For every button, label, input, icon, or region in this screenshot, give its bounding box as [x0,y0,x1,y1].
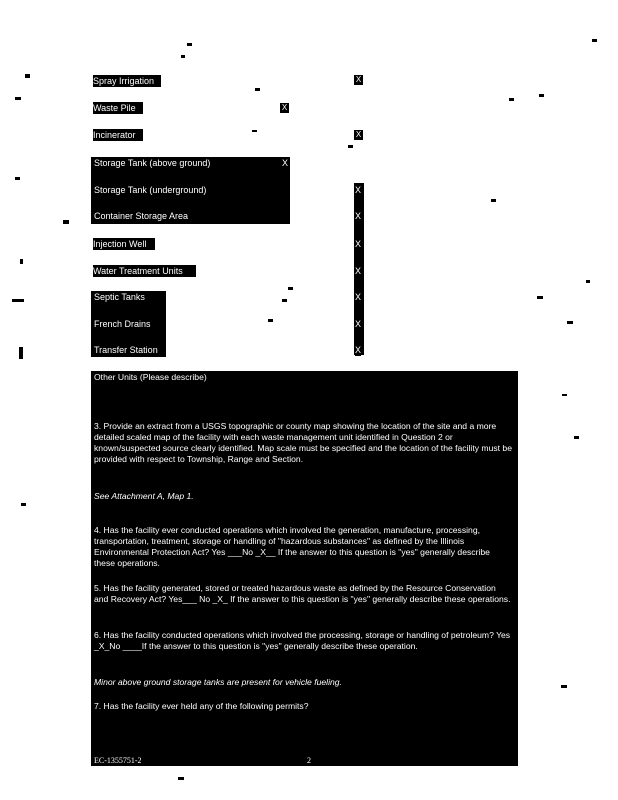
other-units-label: Other Units (Please describe) [94,372,207,382]
scan-speck [187,43,192,46]
unit-label-storage-tank-under: Storage Tank (underground) [94,185,207,195]
scan-speck [537,296,543,299]
unit-label-incinerator: Incinerator [93,129,143,141]
unit-label-septic-tanks: Septic Tanks [94,292,145,302]
scan-speck [15,177,20,180]
check-mark-icon: X [281,103,288,112]
document-id: EC-1355751-2 [94,756,142,765]
check-mark-icon: X [355,319,362,329]
check-mark-icon: X [355,292,362,302]
check-mark-icon: X [355,266,362,276]
scan-speck [561,685,567,688]
unit-label-french-drains: French Drains [94,319,151,329]
scan-speck [592,39,597,42]
scan-speck [539,94,544,97]
check-mark-icon: X [355,130,362,139]
scan-speck [509,98,514,101]
page-number: 2 [307,756,311,765]
scan-speck [20,259,23,264]
scan-speck [567,321,573,324]
check-mark-icon: X [282,158,289,168]
question-3-answer: See Attachment A, Map 1. [94,491,194,501]
scan-speck [348,145,353,148]
question-7: 7. Has the facility ever held any of the following permits? [94,701,309,711]
scan-speck [282,299,287,302]
unit-label-spray-irrigation: Spray Irrigation [93,75,161,87]
scan-speck [574,436,579,439]
question-3: 3. Provide an extract from a USGS topographic or county map showing the location of the site and a more detailed scaled map of the facility with each waste management unit identified in Question 2 or known/suspected source clearly identified. Map scale must be specified and the location of the facility must be provided with respect to Township, Range and Section. [94,421,512,464]
check-mark-icon: X [355,185,362,195]
scan-speck [268,319,273,322]
question-5: 5. Has the facility generated, stored or treated hazardous waste as defined by the Resource Conservation and Recovery Act? Yes___ No _X_ If the answer to this question is "yes" generally describe these operations. [94,583,511,604]
questions-panel [91,371,518,766]
scan-speck [586,280,590,283]
question-6: 6. Has the facility conducted operations which involved the processing, storage or handling of petroleum? Yes _X_No ____If the answer to this question is "yes" generally describe these operation. [94,630,511,651]
scan-speck [562,394,567,396]
scan-speck [491,199,496,202]
unit-label-water-treatment: Water Treatment Units [93,265,196,277]
unit-label-transfer-station: Transfer Station [94,345,158,355]
check-mark-icon: X [355,345,362,355]
unit-label-injection-well: Injection Well [93,238,155,250]
unit-label-container-storage: Container Storage Area [94,211,189,221]
check-mark-icon: X [355,75,362,84]
unit-label-storage-tank-above: Storage Tank (above ground) [94,158,211,168]
scan-speck [178,777,184,780]
scan-speck [12,299,24,302]
check-mark-icon: X [355,211,362,221]
scan-speck [255,88,260,91]
scan-speck [252,130,257,132]
scan-speck [25,74,30,78]
scan-speck [288,287,293,290]
check-mark-icon: X [355,239,362,249]
scan-speck [63,220,69,224]
scan-speck [15,97,21,100]
scan-speck [21,503,26,506]
question-6-answer: Minor above ground storage tanks are present for vehicle fueling. [94,677,342,687]
scan-speck [181,55,185,58]
unit-label-waste-pile: Waste Pile [93,102,143,114]
scan-speck [19,347,23,359]
question-4: 4. Has the facility ever conducted operations which involved the generation, manufacture, processing, transportation, treatment, storage or handling of "hazardous substances" as defined by the Illinois Environmental Protection Act? Yes ___No _X__ If the answer to this question is "yes" generally describe these operations. [94,525,490,568]
